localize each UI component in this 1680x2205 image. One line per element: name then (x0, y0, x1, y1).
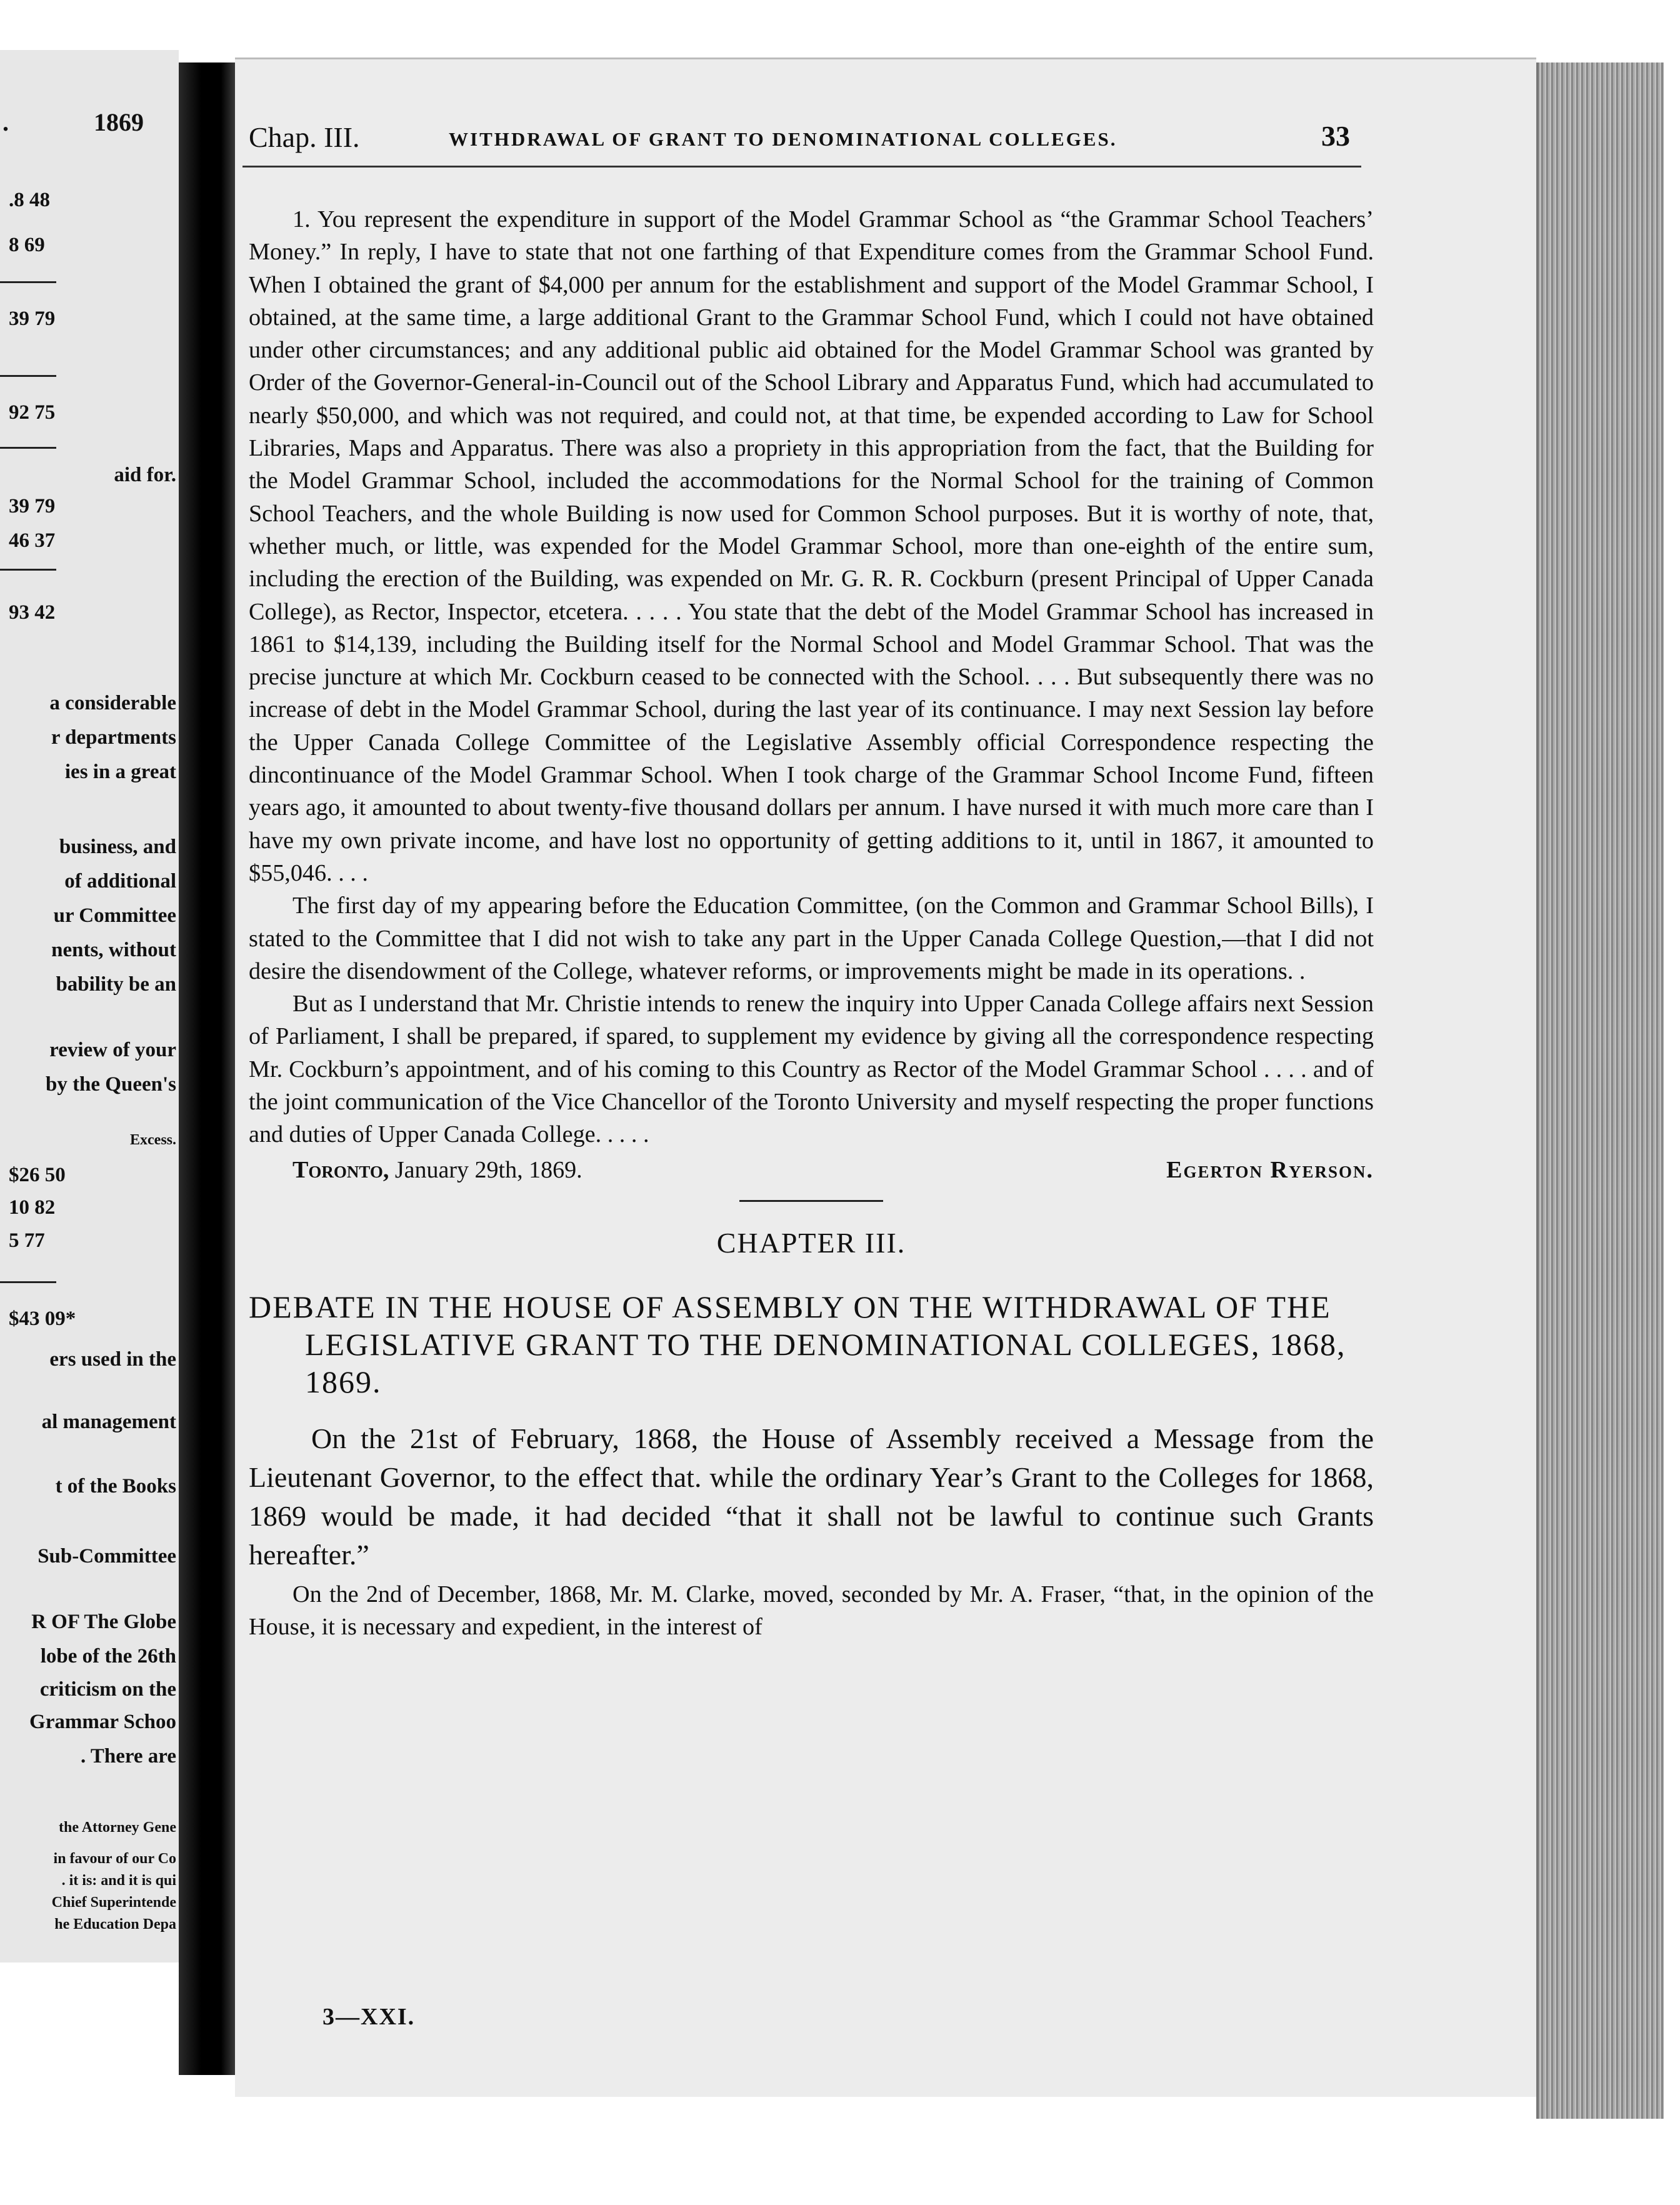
paragraph-2: The first day of my appearing before the Education Committee, (on the Common and Grammar School Bills), I stated to the Committee that I did not wish to take any part in the Upper Canada College Question,—that I did not desire the disendowment of the College, whatever reforms, or improvements might be made in its operations. . (249, 892, 1374, 984)
running-head (242, 116, 1361, 168)
page-block-edge (1536, 62, 1664, 2119)
left-page-line: 93 42 (9, 601, 56, 624)
left-page-line: aid for. (114, 464, 176, 486)
large-text-block (249, 1419, 1374, 1574)
left-page-line: 46 37 (9, 529, 56, 552)
left-page-line: . it is: and it is qui (61, 1872, 176, 1889)
left-page-line: ies in a great (64, 761, 176, 783)
left-facing-page (0, 50, 179, 1962)
left-page-line: nents, without (51, 939, 176, 961)
signature-name: Egerton Ryerson. (1166, 1156, 1374, 1183)
left-page-line: 39 79 (9, 495, 56, 518)
left-page-line: of additional (64, 870, 176, 892)
left-page-line: Sub-Committee (38, 1545, 176, 1568)
left-page-line: t of the Books (55, 1475, 176, 1498)
body-text (249, 203, 1374, 1643)
left-header-mark: . (2, 108, 9, 136)
paragraph-3: But as I understand that Mr. Christie intends to renew the inquiry into Upper Canada College affairs next Session of Parliament, I shall be prepared, if spared, to supplement my evidence by giving all the correspondence respecting Mr. Cockburn’s appointment, and of his coming to this Country as Rector of the Model Grammar School . . . . and of the joint communication of the Vice Chancellor of the Toronto University and myself respecting the proper functions and duties of Upper Canada College. . . . . (249, 991, 1374, 1148)
book-gutter (179, 62, 235, 2075)
left-page-line: bability be an (56, 973, 176, 996)
paragraph-1: 1. You represent the expenditure in support of the Model Grammar School as “the Grammar School Teachers’ Money.” In reply, I have to state that not one farthing of that Expenditure comes from the Grammar School Fund. When I obtained the grant of $4,000 per annum for the establishment and support of the Model Grammar School, I obtained, at the same time, a large additional Grant to the Grammar School Fund, which I could not have obtained under other circumstances; and any additional public aid obtained for the Model Grammar School was granted by Order of the Governor-General-in-Council out of the School Library and Apparatus Fund, which had accumulated to nearly $50,000, and which was not required, and could not, at that time, be expended according to Law for School Libraries, Maps and Apparatus. There was also a propriety in this appropriation from the fact, that the Building for the Model Grammar School, included the accommodations for the Normal School for the training of Common School Teachers, and the whole Building is now used for Common School purposes. But it is worthy of note, that, whether much, or little, was expended for the Model Grammar School, more than one-eighth of the entire sum, including the erection of the Building, was expended on Mr. G. R. R. Cockburn (present Principal of Upper Canada College), as Rector, Inspector, etcetera. . . . . You state that the debt of the Model Grammar School has increased in 1861 to $14,139, including the Building itself for the Normal School and Model Grammar School. That was the precise juncture at which Mr. Cockburn ceased to be connected with the School. . . . But subsequently there was no increase of debt in the Model Grammar School, during the last year of its continuance. I may next Session lay before the Upper Canada College Committee of the Legislative Assembly official Correspondence respecting the dincontinuance of the Model Grammar School. When I took charge of the Grammar School Income Fund, fifteen years ago, it amounted to about twenty-five thousand dollars per annum. I have nursed it with much more care than I have my own private income, and have lost no opportunity of getting additions to it, until in 1867, it amounted to $55,046. . . . (249, 206, 1374, 886)
chapter-heading: CHAPTER III. (716, 1226, 906, 1259)
left-page-line: review of your (49, 1039, 176, 1061)
left-page-line: Grammar Schoo (29, 1711, 176, 1733)
section-title: DEBATE IN THE HOUSE OF ASSEMBLY ON THE WITHDRAWAL OF THE LEGISLATIVE GRANT TO THE DENOMINATIONAL COLLEGES, 1868, 1869. (249, 1289, 1346, 1399)
left-page-line: 8 69 (9, 234, 45, 256)
page-number: 33 (1321, 120, 1350, 152)
main-page (235, 58, 1536, 2097)
left-page-line: he Education Depa (54, 1916, 176, 1932)
signature-date-text: January 29th, 1869. (394, 1156, 582, 1183)
large-paragraph: On the 21st of February, 1868, the House of Assembly received a Message from the Lieutenant Governor, to the effect that. while the ordinary Year’s Grant to the Colleges for 1868, 1869 would be made, it had decided “that it shall not be lawful to continue such Grants hereafter.” (249, 1422, 1374, 1571)
left-page-line: the Attorney Gene (59, 1819, 176, 1836)
left-page-line: 10 82 (9, 1196, 56, 1219)
letter-signature (249, 1154, 1374, 1189)
left-page-rule (0, 281, 56, 283)
section-divider (739, 1200, 883, 1202)
left-page-line: r departments (51, 726, 176, 749)
signature-place: Toronto, (292, 1156, 389, 1183)
left-page-line: by the Queen's (45, 1073, 176, 1096)
running-head-title: WITHDRAWAL OF GRANT TO DENOMINATIONAL COLLEGES. (449, 128, 1118, 150)
left-page-line: lobe of the 26th (40, 1645, 176, 1668)
left-page-line: 5 77 (9, 1229, 45, 1252)
left-page-line: ers used in the (49, 1348, 176, 1371)
left-page-line: 39 79 (9, 308, 56, 330)
left-page-line: business, and (59, 836, 176, 858)
left-page-rule (0, 569, 56, 571)
left-page-rule (0, 1281, 56, 1283)
final-paragraph: On the 2nd of December, 1868, Mr. M. Clarke, moved, seconded by Mr. A. Fraser, “that, in the opinion of the House, it is necessary and expedient, in the interest of (249, 1581, 1374, 1640)
left-page-line: . There are (80, 1745, 176, 1768)
signature-date (292, 1154, 582, 1186)
left-page-line: R OF The Globe (31, 1611, 176, 1633)
left-page-line: Excess. (130, 1132, 176, 1148)
small-text-block (249, 1578, 1374, 1643)
left-page-rule (0, 375, 56, 377)
left-page-line: .8 48 (9, 189, 50, 211)
printer-signature-mark: 3—XXI. (322, 2004, 416, 2030)
left-page-rule (0, 447, 56, 449)
left-page-line: ur Committee (53, 904, 176, 927)
left-page-line: $43 09* (9, 1308, 76, 1330)
left-page-line: $26 50 (9, 1164, 66, 1186)
running-head-chapter: Chap. III. (249, 121, 360, 153)
left-header-year: 1869 (94, 108, 144, 136)
left-page-line: al management (41, 1411, 176, 1433)
left-page-line: 92 75 (9, 401, 56, 424)
left-page-line: criticism on the (39, 1678, 176, 1701)
left-page-line: a considerable (49, 692, 176, 714)
left-page-line: Chief Superintende (51, 1894, 176, 1911)
left-page-line: in favour of our Co (53, 1851, 176, 1867)
